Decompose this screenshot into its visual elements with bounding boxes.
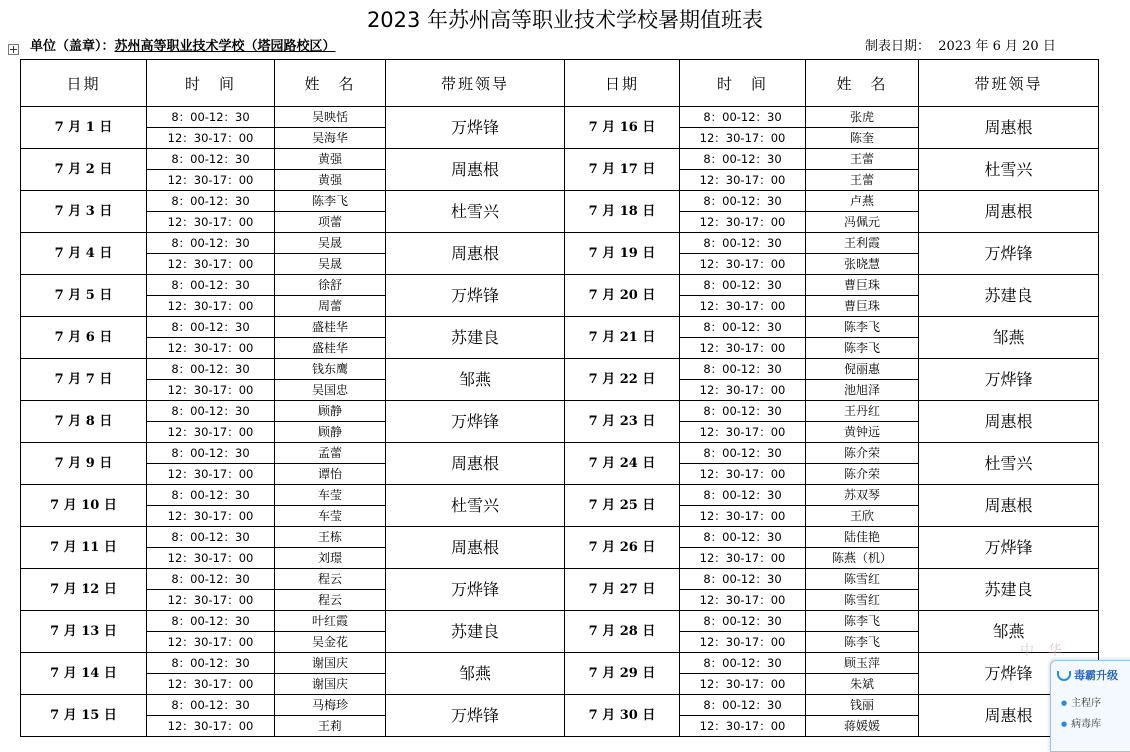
staff-name-cell[interactable]: 苏双琴: [806, 485, 919, 506]
date-cell[interactable]: 7 月 30 日: [565, 695, 680, 737]
leader-cell[interactable]: 周惠根: [386, 149, 565, 191]
popup-item-program[interactable]: ● 主程序: [1061, 693, 1101, 714]
staff-name-cell[interactable]: 池旭泽: [806, 380, 919, 401]
date-cell[interactable]: 7 月 8 日: [21, 401, 147, 443]
staff-name-cell[interactable]: 蒋媛媛: [806, 716, 919, 737]
leader-cell[interactable]: 万烨锋: [919, 233, 1099, 275]
date-cell[interactable]: 7 月 9 日: [21, 443, 147, 485]
shift-time-cell[interactable]: 8：00-12：30: [680, 401, 806, 422]
leader-cell[interactable]: 万烨锋: [919, 359, 1099, 401]
leader-cell[interactable]: 苏建良: [386, 317, 565, 359]
leader-cell[interactable]: 邹燕: [919, 611, 1099, 653]
date-cell[interactable]: 7 月 3 日: [21, 191, 147, 233]
table-row: [21, 317, 1099, 338]
expand-outline-icon[interactable]: [8, 44, 19, 55]
shift-time-cell[interactable]: 8：00-12：30: [147, 695, 275, 716]
leader-cell[interactable]: 万烨锋: [919, 653, 1099, 695]
prepared-label: 制表日期：: [865, 39, 931, 54]
staff-name-cell[interactable]: 王蕾: [806, 149, 919, 170]
shift-time-cell[interactable]: 8：00-12：30: [680, 149, 806, 170]
shift-time-cell[interactable]: 12：30-17：00: [147, 632, 275, 653]
staff-name-cell[interactable]: 吴晟: [275, 233, 386, 254]
shift-time-cell[interactable]: 8：00-12：30: [680, 485, 806, 506]
staff-name-cell[interactable]: 吴国忠: [275, 380, 386, 401]
staff-name-cell[interactable]: 陈李飞: [806, 611, 919, 632]
staff-name-cell[interactable]: 陈奎: [806, 128, 919, 149]
shift-time-cell[interactable]: 12：30-17：00: [680, 506, 806, 527]
staff-name-cell[interactable]: 顾静: [275, 422, 386, 443]
date-cell[interactable]: 7 月 24 日: [565, 443, 680, 485]
shift-time-cell[interactable]: 8：00-12：30: [680, 611, 806, 632]
date-cell[interactable]: 7 月 4 日: [21, 233, 147, 275]
header-name-right: 姓 名: [806, 60, 919, 107]
shift-time-cell[interactable]: 12：30-17：00: [147, 506, 275, 527]
staff-name-cell[interactable]: 吴映恬: [275, 107, 386, 128]
shift-time-cell[interactable]: 8：00-12：30: [680, 233, 806, 254]
shift-time-cell[interactable]: 12：30-17：00: [147, 674, 275, 695]
staff-name-cell[interactable]: 曹巨珠: [806, 275, 919, 296]
schedule-body: [21, 107, 1099, 737]
leader-cell[interactable]: 周惠根: [386, 233, 565, 275]
header-leader-right: 带班领导: [919, 60, 1099, 107]
shift-time-cell[interactable]: 12：30-17：00: [680, 464, 806, 485]
shift-time-cell[interactable]: 12：30-17：00: [680, 296, 806, 317]
staff-name-cell[interactable]: 王丹红: [806, 401, 919, 422]
staff-name-cell[interactable]: 盛桂华: [275, 317, 386, 338]
leader-cell[interactable]: 杜雪兴: [386, 485, 565, 527]
shift-time-cell[interactable]: 8：00-12：30: [680, 359, 806, 380]
leader-cell[interactable]: 周惠根: [919, 485, 1099, 527]
leader-cell[interactable]: 苏建良: [919, 275, 1099, 317]
shift-time-cell[interactable]: 8：00-12：30: [147, 359, 275, 380]
staff-name-cell[interactable]: 马梅珍: [275, 695, 386, 716]
staff-name-cell[interactable]: 徐舒: [275, 275, 386, 296]
leader-cell[interactable]: 万烨锋: [919, 527, 1099, 569]
shift-time-cell[interactable]: 12：30-17：00: [680, 170, 806, 191]
popup-title: 毒霸升级: [1057, 667, 1118, 683]
date-cell[interactable]: 7 月 11 日: [21, 527, 147, 569]
shift-time-cell[interactable]: 8：00-12：30: [147, 485, 275, 506]
header-name-left: 姓 名: [275, 60, 386, 107]
date-cell[interactable]: 7 月 26 日: [565, 527, 680, 569]
staff-name-cell[interactable]: 陈李飞: [806, 317, 919, 338]
date-cell[interactable]: 7 月 18 日: [565, 191, 680, 233]
shift-time-cell[interactable]: 8：00-12：30: [147, 317, 275, 338]
shift-time-cell[interactable]: 12：30-17：00: [680, 254, 806, 275]
shift-time-cell[interactable]: 8：00-12：30: [147, 653, 275, 674]
table-row: [21, 653, 1099, 674]
staff-name-cell[interactable]: 陈李飞: [806, 632, 919, 653]
leader-cell[interactable]: 杜雪兴: [919, 443, 1099, 485]
leader-cell[interactable]: 周惠根: [919, 107, 1099, 149]
leader-cell[interactable]: 邹燕: [386, 359, 565, 401]
shift-time-cell[interactable]: 8：00-12：30: [147, 233, 275, 254]
shift-time-cell[interactable]: 12：30-17：00: [147, 422, 275, 443]
shift-time-cell[interactable]: 8：00-12：30: [680, 653, 806, 674]
staff-name-cell[interactable]: 冯佩元: [806, 212, 919, 233]
staff-name-cell[interactable]: 吴金花: [275, 632, 386, 653]
staff-name-cell[interactable]: 黄强: [275, 149, 386, 170]
staff-name-cell[interactable]: 朱斌: [806, 674, 919, 695]
shift-time-cell[interactable]: 8：00-12：30: [147, 107, 275, 128]
prepared-date-line: [865, 38, 1056, 56]
shift-time-cell[interactable]: 8：00-12：30: [680, 695, 806, 716]
staff-name-cell[interactable]: 吴海华: [275, 128, 386, 149]
staff-name-cell[interactable]: 项蕾: [275, 212, 386, 233]
leader-cell[interactable]: 万烨锋: [386, 569, 565, 611]
popup-item-virus-db[interactable]: ● 病毒库: [1061, 714, 1101, 735]
staff-name-cell[interactable]: 陈燕（机）: [806, 548, 919, 569]
shift-time-cell[interactable]: 8：00-12：30: [680, 569, 806, 590]
shift-time-cell[interactable]: 8：00-12：30: [680, 275, 806, 296]
staff-name-cell[interactable]: 钱丽: [806, 695, 919, 716]
shift-time-cell[interactable]: 8：00-12：30: [147, 149, 275, 170]
shift-time-cell[interactable]: 8：00-12：30: [147, 527, 275, 548]
staff-name-cell[interactable]: 张虎: [806, 107, 919, 128]
staff-name-cell[interactable]: 周蕾: [275, 296, 386, 317]
date-cell[interactable]: 7 月 7 日: [21, 359, 147, 401]
staff-name-cell[interactable]: 陈李飞: [806, 338, 919, 359]
shift-time-cell[interactable]: 8：00-12：30: [680, 443, 806, 464]
leader-cell[interactable]: 杜雪兴: [386, 191, 565, 233]
header-date-left: 日期: [21, 60, 147, 107]
table-row: [21, 233, 1099, 254]
staff-name-cell[interactable]: 王利霞: [806, 233, 919, 254]
shift-time-cell[interactable]: 8：00-12：30: [147, 191, 275, 212]
date-cell[interactable]: 7 月 29 日: [565, 653, 680, 695]
table-row: [21, 695, 1099, 716]
prepared-date: 2023 年 6 月 20 日: [938, 39, 1056, 54]
shift-time-cell[interactable]: 12：30-17：00: [680, 548, 806, 569]
date-cell[interactable]: 7 月 27 日: [565, 569, 680, 611]
leader-cell[interactable]: 万烨锋: [386, 695, 565, 737]
staff-name-cell[interactable]: 顾静: [275, 401, 386, 422]
leader-cell[interactable]: 周惠根: [386, 527, 565, 569]
shift-time-cell[interactable]: 12：30-17：00: [147, 170, 275, 191]
date-cell[interactable]: 7 月 15 日: [21, 695, 147, 737]
table-row: [21, 527, 1099, 548]
table-row: [21, 275, 1099, 296]
leader-cell[interactable]: 周惠根: [386, 443, 565, 485]
shift-time-cell[interactable]: 12：30-17：00: [147, 464, 275, 485]
staff-name-cell[interactable]: 王蕾: [806, 170, 919, 191]
leader-cell[interactable]: 周惠根: [919, 401, 1099, 443]
shift-time-cell[interactable]: 12：30-17：00: [680, 212, 806, 233]
leader-cell[interactable]: 万烨锋: [386, 107, 565, 149]
date-cell[interactable]: 7 月 21 日: [565, 317, 680, 359]
date-cell[interactable]: 7 月 17 日: [565, 149, 680, 191]
staff-name-cell[interactable]: 陆佳艳: [806, 527, 919, 548]
shift-time-cell[interactable]: 8：00-12：30: [147, 569, 275, 590]
staff-name-cell[interactable]: 张晓慧: [806, 254, 919, 275]
header-time-right: 时 间: [680, 60, 806, 107]
date-cell[interactable]: 7 月 23 日: [565, 401, 680, 443]
shift-time-cell[interactable]: 12：30-17：00: [680, 590, 806, 611]
staff-name-cell[interactable]: 谢国庆: [275, 674, 386, 695]
unit-line: [30, 38, 336, 56]
shift-time-cell[interactable]: 12：30-17：00: [680, 422, 806, 443]
shift-time-cell[interactable]: 12：30-17：00: [147, 212, 275, 233]
date-cell[interactable]: 7 月 19 日: [565, 233, 680, 275]
staff-name-cell[interactable]: 陈介荣: [806, 464, 919, 485]
staff-name-cell[interactable]: 谭怡: [275, 464, 386, 485]
table-row: [21, 443, 1099, 464]
staff-name-cell[interactable]: 曹巨珠: [806, 296, 919, 317]
unit-value: 苏州高等职业技术学校（塔园路校区）: [114, 39, 336, 54]
staff-name-cell[interactable]: 黄钟远: [806, 422, 919, 443]
shift-time-cell[interactable]: 12：30-17：00: [680, 338, 806, 359]
staff-name-cell[interactable]: 陈雪红: [806, 590, 919, 611]
staff-name-cell[interactable]: 吴晟: [275, 254, 386, 275]
shift-time-cell[interactable]: 8：00-12：30: [680, 317, 806, 338]
date-cell[interactable]: 7 月 20 日: [565, 275, 680, 317]
duty-schedule-table: [20, 59, 1099, 737]
date-cell[interactable]: 7 月 5 日: [21, 275, 147, 317]
shift-time-cell[interactable]: 12：30-17：00: [680, 380, 806, 401]
table-row: [21, 401, 1099, 422]
staff-name-cell[interactable]: 陈雪红: [806, 569, 919, 590]
shift-time-cell[interactable]: 12：30-17：00: [680, 632, 806, 653]
shift-time-cell[interactable]: 12：30-17：00: [680, 674, 806, 695]
leader-cell[interactable]: 周惠根: [919, 695, 1099, 737]
staff-name-cell[interactable]: 盛桂华: [275, 338, 386, 359]
date-cell[interactable]: 7 月 10 日: [21, 485, 147, 527]
shift-time-cell[interactable]: 12：30-17：00: [147, 254, 275, 275]
shift-time-cell[interactable]: 12：30-17：00: [147, 716, 275, 737]
date-cell[interactable]: 7 月 12 日: [21, 569, 147, 611]
popup-list: [1061, 693, 1101, 735]
header-time-left: 时 间: [147, 60, 275, 107]
antivirus-update-popup[interactable]: [1050, 660, 1130, 752]
staff-name-cell[interactable]: 刘璟: [275, 548, 386, 569]
leader-cell[interactable]: 周惠根: [919, 191, 1099, 233]
leader-cell[interactable]: 邹燕: [386, 653, 565, 695]
leader-cell[interactable]: 万烨锋: [386, 275, 565, 317]
leader-cell[interactable]: 苏建良: [919, 569, 1099, 611]
staff-name-cell[interactable]: 王欣: [806, 506, 919, 527]
shift-time-cell[interactable]: 12：30-17：00: [680, 128, 806, 149]
shield-icon: [1057, 671, 1071, 681]
table-row: [21, 359, 1099, 380]
date-cell[interactable]: 7 月 6 日: [21, 317, 147, 359]
leader-cell[interactable]: 苏建良: [386, 611, 565, 653]
staff-name-cell[interactable]: 倪丽惠: [806, 359, 919, 380]
shift-time-cell[interactable]: 8：00-12：30: [147, 443, 275, 464]
staff-name-cell[interactable]: 程云: [275, 590, 386, 611]
staff-name-cell[interactable]: 叶红霞: [275, 611, 386, 632]
date-cell[interactable]: 7 月 2 日: [21, 149, 147, 191]
unit-label: 单位（盖章）：: [30, 39, 115, 54]
leader-cell[interactable]: 杜雪兴: [919, 149, 1099, 191]
shift-time-cell[interactable]: 12：30-17：00: [147, 590, 275, 611]
staff-name-cell[interactable]: 王莉: [275, 716, 386, 737]
table-row: [21, 191, 1099, 212]
header-row: [21, 60, 1099, 107]
staff-name-cell[interactable]: 卢燕: [806, 191, 919, 212]
staff-name-cell[interactable]: 陈介荣: [806, 443, 919, 464]
shift-time-cell[interactable]: 12：30-17：00: [147, 548, 275, 569]
shift-time-cell[interactable]: 12：30-17：00: [147, 128, 275, 149]
table-row: [21, 149, 1099, 170]
leader-cell[interactable]: 万烨锋: [386, 401, 565, 443]
leader-cell[interactable]: 邹燕: [919, 317, 1099, 359]
shift-time-cell[interactable]: 8：00-12：30: [680, 527, 806, 548]
shift-time-cell[interactable]: 8：00-12：30: [147, 275, 275, 296]
shift-time-cell[interactable]: 12：30-17：00: [680, 716, 806, 737]
staff-name-cell[interactable]: 黄强: [275, 170, 386, 191]
header-leader-left: 带班领导: [386, 60, 565, 107]
date-cell[interactable]: 7 月 28 日: [565, 611, 680, 653]
staff-name-cell[interactable]: 谢国庆: [275, 653, 386, 674]
shift-time-cell[interactable]: 12：30-17：00: [147, 338, 275, 359]
date-cell[interactable]: 7 月 1 日: [21, 107, 147, 149]
date-cell[interactable]: 7 月 14 日: [21, 653, 147, 695]
date-cell[interactable]: 7 月 22 日: [565, 359, 680, 401]
header-date-right: 日期: [565, 60, 680, 107]
staff-name-cell[interactable]: 王栋: [275, 527, 386, 548]
watermark-text: 中 华: [1020, 643, 1062, 659]
table-row: [21, 611, 1099, 632]
shift-time-cell[interactable]: 12：30-17：00: [147, 296, 275, 317]
date-cell[interactable]: 7 月 16 日: [565, 107, 680, 149]
shift-time-cell[interactable]: 8：00-12：30: [147, 401, 275, 422]
table-row: [21, 569, 1099, 590]
table-row: [21, 485, 1099, 506]
shift-time-cell[interactable]: 8：00-12：30: [680, 191, 806, 212]
date-cell[interactable]: 7 月 25 日: [565, 485, 680, 527]
staff-name-cell[interactable]: 钱东鹰: [275, 359, 386, 380]
date-cell[interactable]: 7 月 13 日: [21, 611, 147, 653]
shift-time-cell[interactable]: 8：00-12：30: [147, 611, 275, 632]
shift-time-cell[interactable]: 12：30-17：00: [147, 380, 275, 401]
shift-time-cell[interactable]: 8：00-12：30: [680, 107, 806, 128]
staff-name-cell[interactable]: 孟蕾: [275, 443, 386, 464]
staff-name-cell[interactable]: 陈李飞: [275, 191, 386, 212]
staff-name-cell[interactable]: 车莹: [275, 506, 386, 527]
staff-name-cell[interactable]: 顾玉萍: [806, 653, 919, 674]
table-row: [21, 107, 1099, 128]
page-title: 2023 年苏州高等职业技术学校暑期值班表: [366, 8, 764, 32]
staff-name-cell[interactable]: 程云: [275, 569, 386, 590]
staff-name-cell[interactable]: 车莹: [275, 485, 386, 506]
